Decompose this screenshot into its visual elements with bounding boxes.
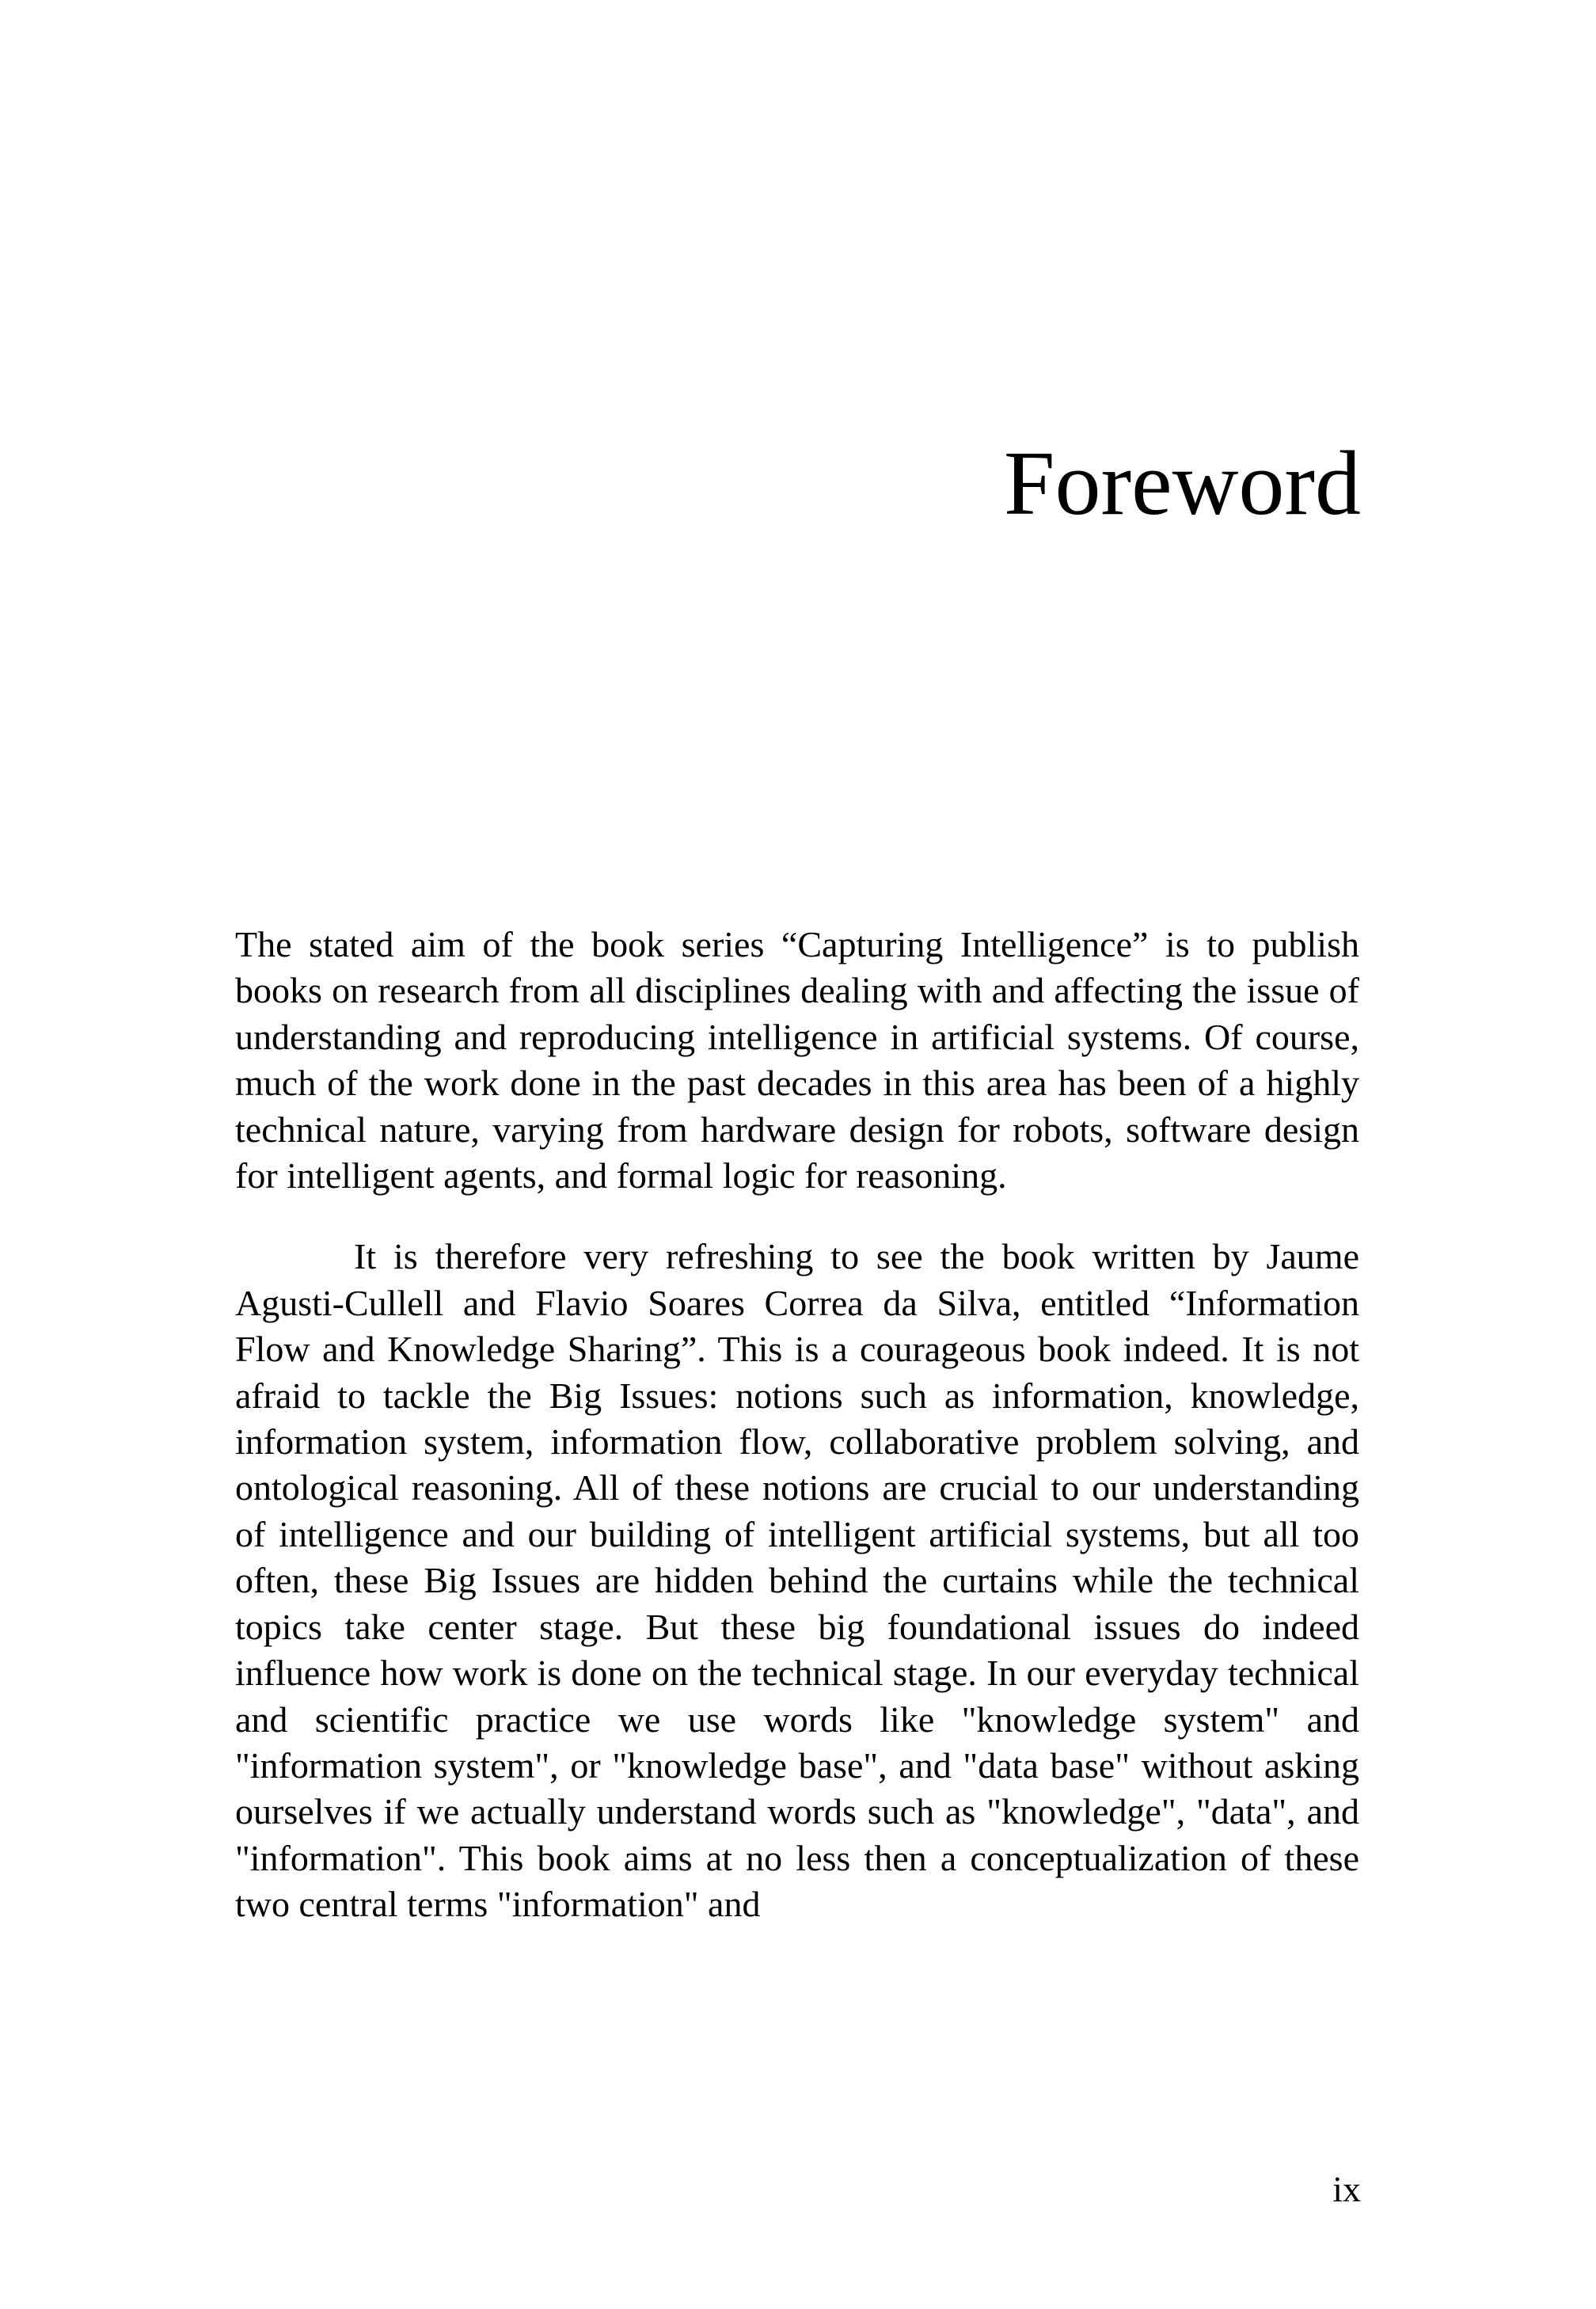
paragraph-2: It is therefore very refreshing to see the book written by Jaume Agusti-Cullell and Flavio Soares Correa da Silva, entitled “Information Flow and Knowledge Sharing”. This is a courageous book indeed. It is not afraid to tackle the Big Issues: notions such as information, knowledge, information system, information flow, collaborative problem solving, and ontological reasoning. All of these notions are crucial to our understanding of intelligence and our building of intelligent artificial systems, but all too often, these Big Issues are hidden behind the curtains while the technical topics take center stage. But these big foundational issues do indeed influence how work is done on the technical stage. In our everyday technical and scientific practice we use words like "knowledge system" and "information system", or "knowledge base", and "data base" without asking ourselves if we actually understand words such as "knowledge", "data", and "information". This book aims at no less then a conceptualization of these two central terms "information" and [235,1236,1359,1925]
paragraph-1: The stated aim of the book series “Capturing Intelligence” is to publish books on research from all disciplines dealing with and affecting the issue of understanding and reproducing intelligence in artificial systems. Of course, much of the work done in the past decades in this area has been of a highly technical nature, varying from hardware design for robots, software design for intelligent agents, and formal logic for reasoning. [235,924,1359,1196]
foreword-body [235,922,1359,1928]
chapter-title: Foreword [1003,433,1361,534]
page-number: ix [1332,2169,1361,2209]
